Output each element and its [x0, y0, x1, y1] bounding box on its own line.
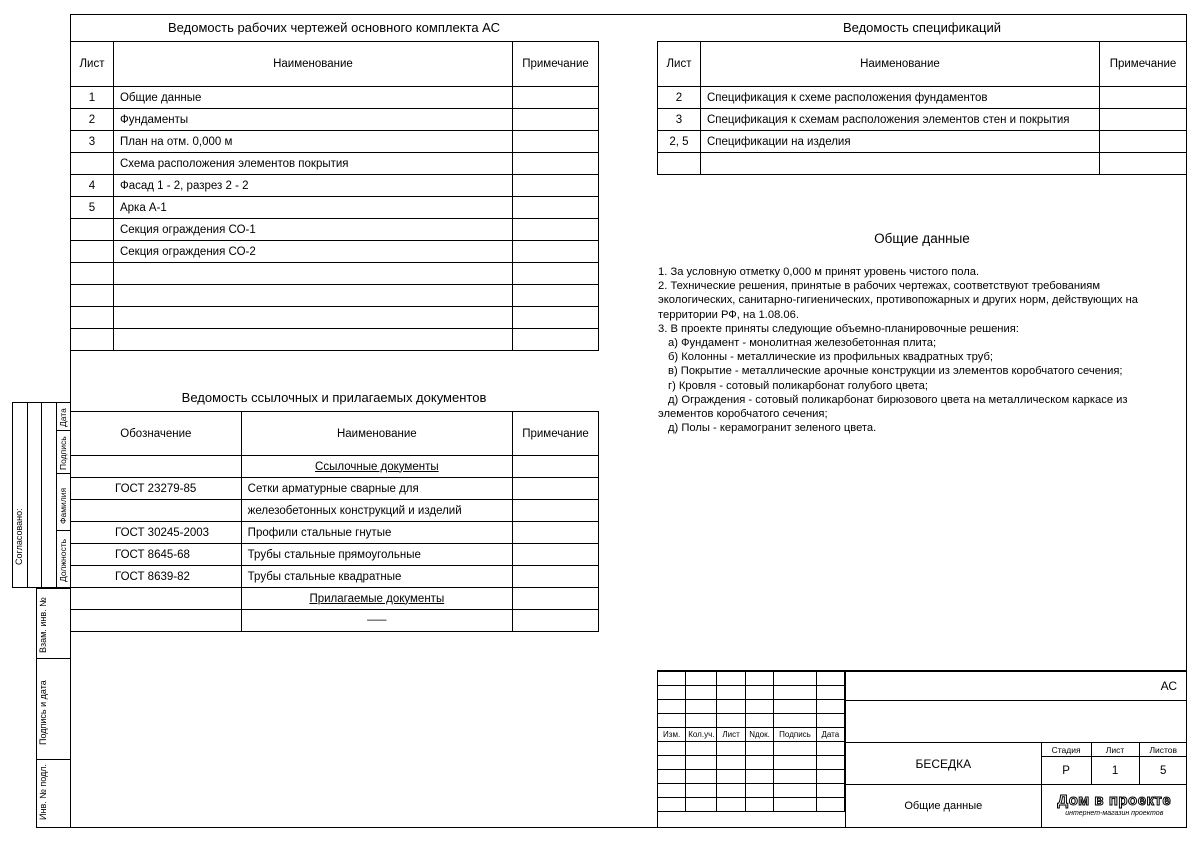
table-row [71, 87, 599, 109]
general-notes [658, 265, 1178, 435]
note-line: г) Кровля - сотовый поликарбонат голубого цвета; [668, 379, 929, 392]
col-surname: Фамилия [58, 487, 68, 524]
sheet-cell: 2 [71, 109, 114, 131]
sheet-cell: 5 [71, 197, 114, 219]
specs-table [657, 41, 1187, 175]
note-cell [1100, 153, 1187, 175]
field-replace-inv: Взам. инв. № [38, 597, 48, 653]
ref-code: ГОСТ 23279-85 [71, 478, 242, 500]
note-cell [513, 285, 599, 307]
name-cell: Арка А-1 [113, 197, 512, 219]
note-cell [513, 219, 599, 241]
sheet-title: Общие данные [846, 785, 1042, 827]
table-row [71, 263, 599, 285]
stage-header: Стадия [1041, 743, 1091, 757]
sheet-cell [71, 307, 114, 329]
table-row [71, 241, 599, 263]
general-title: Общие данные [874, 231, 970, 246]
drawings-table [70, 41, 599, 351]
col-doc: Nдок. [745, 728, 774, 742]
col-sign: Подпись [774, 728, 816, 742]
name-cell: Фасад 1 - 2, разрез 2 - 2 [113, 175, 512, 197]
table-row [658, 131, 1187, 153]
field-orig-inv: Инв. № подл. [38, 763, 48, 820]
sheet-cell [71, 285, 114, 307]
ref-code: ГОСТ 8645-68 [71, 544, 242, 566]
col-sheet: Лист [717, 728, 745, 742]
ref-name: Трубы стальные прямоугольные [241, 544, 512, 566]
logo-subtext: интернет-магазин проектов [1065, 810, 1164, 818]
note-cell [1100, 109, 1187, 131]
ref-name: железобетонных конструкций и изделий [241, 500, 512, 522]
note-line: б) Колонны - металлические из профильных квадратных труб; [668, 351, 994, 364]
ref-code [71, 500, 242, 522]
table-row [658, 87, 1187, 109]
header-cell: Лист [658, 42, 701, 87]
doc-code: АС [846, 672, 1188, 701]
note-cell [513, 263, 599, 285]
sheet-cell [71, 263, 114, 285]
sheets-value: 5 [1139, 757, 1187, 785]
field-sign-date: Подпись и дата [38, 680, 48, 745]
note-cell [513, 87, 599, 109]
col-change: Изм. [658, 728, 686, 742]
ref-name: Профили стальные гнутые [241, 522, 512, 544]
ref-code: ГОСТ 8639-82 [71, 566, 242, 588]
sheet-cell: 4 [71, 175, 114, 197]
table-row [71, 219, 599, 241]
name-cell: Секция ограждения СО-2 [113, 241, 512, 263]
refs-dash: ___ [241, 610, 512, 632]
table-row [71, 285, 599, 307]
logo-text: Дом в проекте [1057, 792, 1172, 810]
revision-table [657, 671, 845, 812]
note-cell [513, 241, 599, 263]
name-cell [113, 329, 512, 351]
refs-header-note: Примечание [513, 412, 599, 456]
note-line: в) Покрытие - металлические арочные конструкции из элементов коробчатого сечения; [668, 365, 1123, 378]
name-cell: Спецификация к схемам расположения элементов стен и покрытия [700, 109, 1099, 131]
refs-header-code: Обозначение [71, 412, 242, 456]
sheet-cell [658, 153, 701, 175]
table-row [71, 197, 599, 219]
sheets-header: Листов [1139, 743, 1187, 757]
name-cell [113, 285, 512, 307]
header-cell: Наименование [700, 42, 1099, 87]
note-line: д) Полы - керамогранит зеленого цвета. [668, 422, 877, 435]
col-date: Дата [816, 728, 844, 742]
note-cell [1100, 131, 1187, 153]
header-cell: Наименование [113, 42, 512, 87]
header-cell: Примечание [1100, 42, 1187, 87]
stamp-right [845, 671, 1187, 827]
table-row [71, 109, 599, 131]
sheet-cell: 2, 5 [658, 131, 701, 153]
table-row [71, 131, 599, 153]
note-cell [513, 131, 599, 153]
note-cell [1100, 87, 1187, 109]
col-date: Дата [58, 408, 68, 427]
name-cell: План на отм. 0,000 м [113, 131, 512, 153]
ref-name: Сетки арматурные сварные для [241, 478, 512, 500]
note-line: 1. За условную отметку 0,000 м принят уровень чистого пола. [658, 266, 980, 278]
name-cell: Фундаменты [113, 109, 512, 131]
table-row [71, 153, 599, 175]
name-cell [113, 263, 512, 285]
refs-section-ref: Ссылочные документы [315, 460, 439, 473]
note-line: 3. В проекте приняты следующие объемно-планировочные решения: [658, 322, 1019, 335]
name-cell: Спецификации на изделия [700, 131, 1099, 153]
note-line: д) Ограждения - сотовый поликарбонат бирюзового цвета на металлическом каркасе из элементов коробчатого сечения; [658, 393, 1128, 421]
name-cell: Спецификация к схеме расположения фундаментов [700, 87, 1099, 109]
sheet-cell [71, 219, 114, 241]
note-cell [513, 329, 599, 351]
table-row [658, 109, 1187, 131]
name-cell: Общие данные [113, 87, 512, 109]
sheet-value: 1 [1091, 757, 1139, 785]
col-signature: Подпись [58, 436, 68, 470]
note-line: 2. Технические решения, принятые в рабочих чертежах, соответствуют требованиям экологических, санитарно-гигиенических, противопожарных и других норм, действующих на территории РФ, на 1.08.06. [658, 280, 1138, 321]
sheet-cell [71, 153, 114, 175]
refs-list-title: Ведомость ссылочных и прилагаемых документов [181, 390, 487, 405]
col-count: Кол.уч. [686, 728, 717, 742]
sheet-cell: 3 [658, 109, 701, 131]
col-position: Должность [58, 538, 68, 582]
table-row [71, 329, 599, 351]
header-cell: Лист [71, 42, 114, 87]
note-cell [513, 109, 599, 131]
note-cell [513, 175, 599, 197]
name-cell [700, 153, 1099, 175]
table-row [658, 153, 1187, 175]
name-cell: Схема расположения элементов покрытия [113, 153, 512, 175]
note-cell [513, 197, 599, 219]
header-cell: Примечание [513, 42, 599, 87]
company-logo [1057, 793, 1171, 817]
sheet-cell [71, 241, 114, 263]
note-line: а) Фундамент - монолитная железобетонная плита; [668, 337, 937, 350]
ref-code: ГОСТ 30245-2003 [71, 522, 242, 544]
sheet-header: Лист [1091, 743, 1139, 757]
refs-section-att: Прилагаемые документы [309, 592, 445, 605]
table-row [71, 307, 599, 329]
drawings-list-title: Ведомость рабочих чертежей основного комплекта АС [168, 20, 500, 35]
note-cell [513, 307, 599, 329]
sheet-cell: 2 [658, 87, 701, 109]
stage-value: Р [1041, 757, 1091, 785]
table-row [71, 175, 599, 197]
name-cell: Секция ограждения СО-1 [113, 219, 512, 241]
refs-table [70, 411, 599, 632]
project-name: БЕСЕДКА [846, 743, 1042, 785]
agreed-label: Согласовано: [14, 508, 24, 565]
sheet-cell [71, 329, 114, 351]
sheet-cell: 3 [71, 131, 114, 153]
sheet-cell: 1 [71, 87, 114, 109]
refs-header-name: Наименование [241, 412, 512, 456]
note-cell [513, 153, 599, 175]
ref-name: Трубы стальные квадратные [241, 566, 512, 588]
name-cell [113, 307, 512, 329]
specs-list-title: Ведомость спецификаций [842, 20, 1002, 35]
